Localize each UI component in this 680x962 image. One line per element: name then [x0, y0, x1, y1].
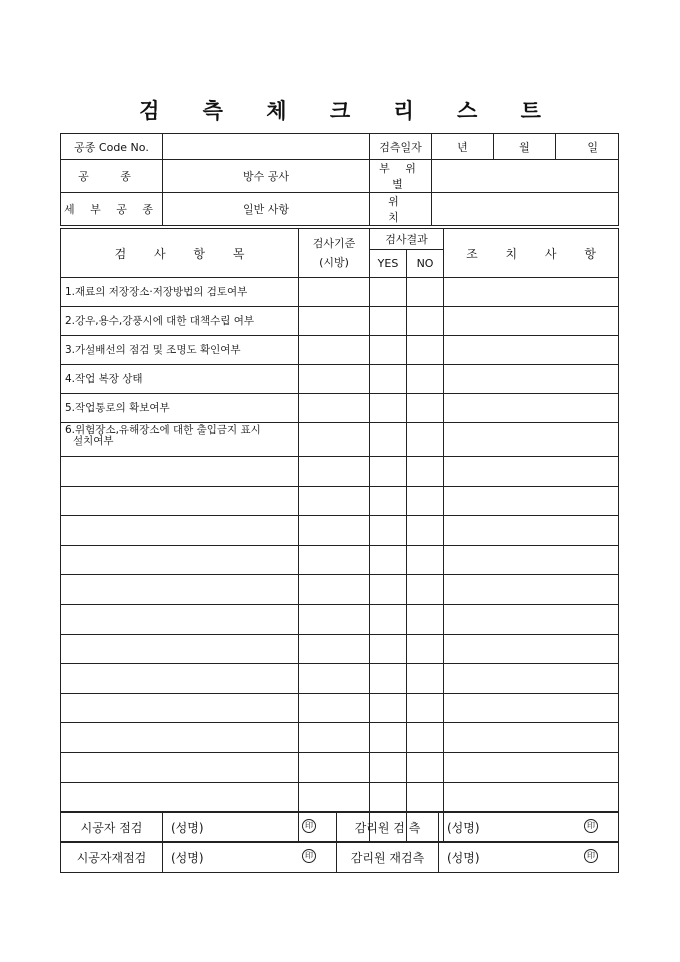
- work-label: 공 종: [61, 160, 163, 193]
- standard-cell[interactable]: [299, 723, 370, 753]
- seal-icon: 印: [584, 819, 598, 833]
- seal-icon: 印: [302, 819, 316, 833]
- action-cell[interactable]: [444, 693, 619, 723]
- contractor-recheck-sign[interactable]: [163, 843, 337, 873]
- code-value-field[interactable]: [163, 134, 370, 160]
- yes-cell[interactable]: [370, 457, 407, 487]
- table-row: [61, 545, 619, 575]
- no-cell[interactable]: [407, 336, 444, 365]
- table-row: [61, 457, 619, 487]
- check-item-2: 2.강우,용수,강풍시에 대한 대책수립 여부: [61, 307, 299, 336]
- contractor-check-label: 시공자 점검: [61, 813, 163, 843]
- col-action-header: 조 치 사 항: [444, 229, 619, 278]
- yes-cell[interactable]: [370, 516, 407, 546]
- no-cell[interactable]: [407, 575, 444, 605]
- yes-cell[interactable]: [370, 575, 407, 605]
- yes-cell[interactable]: [370, 365, 407, 394]
- action-cell[interactable]: [444, 457, 619, 487]
- standard-cell[interactable]: [299, 575, 370, 605]
- standard-cell[interactable]: [299, 278, 370, 307]
- col-item-header: 검 사 항 목: [61, 229, 299, 278]
- no-cell[interactable]: [407, 782, 444, 812]
- action-cell[interactable]: [444, 278, 619, 307]
- no-cell[interactable]: [407, 423, 444, 457]
- col-standard-line2: (시방): [319, 256, 349, 269]
- check-item-6: [61, 423, 299, 457]
- page-title: 검 측 체 크 리 스 트: [139, 98, 559, 123]
- table-row: [61, 394, 619, 423]
- table-row: [61, 423, 619, 457]
- no-cell[interactable]: [407, 604, 444, 634]
- contractor-check-sign[interactable]: [163, 813, 337, 843]
- standard-cell[interactable]: [299, 693, 370, 723]
- action-cell[interactable]: [444, 723, 619, 753]
- check-item-3: 3.가설배선의 점검 및 조명도 확인여부: [61, 336, 299, 365]
- yes-cell[interactable]: [370, 307, 407, 336]
- yes-cell[interactable]: [370, 723, 407, 753]
- standard-cell[interactable]: [299, 516, 370, 546]
- item-cell[interactable]: [61, 457, 299, 487]
- standard-cell[interactable]: [299, 604, 370, 634]
- table-row: [61, 664, 619, 694]
- table-row: [61, 307, 619, 336]
- standard-cell[interactable]: [299, 394, 370, 423]
- standard-cell[interactable]: [299, 486, 370, 516]
- contractor-recheck-label: 시공자재점검: [61, 843, 163, 873]
- table-row: [61, 575, 619, 605]
- item-cell[interactable]: [61, 782, 299, 812]
- standard-cell[interactable]: [299, 365, 370, 394]
- standard-cell[interactable]: [299, 752, 370, 782]
- action-cell[interactable]: [444, 545, 619, 575]
- table-row: [61, 365, 619, 394]
- part-label: 부 위 별: [370, 160, 432, 193]
- no-cell[interactable]: [407, 307, 444, 336]
- action-cell[interactable]: [444, 394, 619, 423]
- yes-cell[interactable]: [370, 486, 407, 516]
- action-cell[interactable]: [444, 664, 619, 694]
- action-cell[interactable]: [444, 486, 619, 516]
- sign-name-label: (성명): [171, 851, 204, 865]
- date-label: 검측일자: [370, 134, 432, 160]
- action-cell[interactable]: [444, 782, 619, 812]
- action-cell[interactable]: [444, 307, 619, 336]
- action-cell[interactable]: [444, 604, 619, 634]
- standard-cell[interactable]: [299, 336, 370, 365]
- standard-cell[interactable]: [299, 545, 370, 575]
- standard-cell[interactable]: [299, 782, 370, 812]
- item-cell[interactable]: [61, 693, 299, 723]
- yes-cell[interactable]: [370, 693, 407, 723]
- check-item-4: 4.작업 복장 상태: [61, 365, 299, 394]
- table-row: [61, 336, 619, 365]
- yes-cell[interactable]: [370, 782, 407, 812]
- col-yes-header: YES: [370, 250, 407, 278]
- table-row: [61, 782, 619, 812]
- yes-cell[interactable]: [370, 394, 407, 423]
- no-cell[interactable]: [407, 693, 444, 723]
- item-cell[interactable]: [61, 486, 299, 516]
- sign-name-label: (성명): [447, 851, 480, 865]
- sign-name-label: (성명): [171, 821, 204, 835]
- check-item-6-line1: 6.위험장소,유해장소에 대한 출입금지 표시: [65, 424, 261, 436]
- table-row: [61, 723, 619, 753]
- table-row: [61, 752, 619, 782]
- item-cell[interactable]: [61, 752, 299, 782]
- work-value-field[interactable]: 방수 공사: [163, 160, 370, 193]
- date-month[interactable]: 월: [494, 134, 556, 160]
- supervisor-check-sign[interactable]: [439, 813, 619, 843]
- table-row: [61, 486, 619, 516]
- standard-cell[interactable]: [299, 664, 370, 694]
- item-cell[interactable]: [61, 634, 299, 664]
- action-cell[interactable]: [444, 336, 619, 365]
- check-item-1: 1.재료의 저장장소·저장방법의 검토여부: [61, 278, 299, 307]
- location-value-field[interactable]: [432, 193, 619, 226]
- code-label: 공종 Code No.: [61, 134, 163, 160]
- col-result-header: 검사결과: [370, 229, 444, 250]
- date-year[interactable]: 년: [432, 134, 494, 160]
- check-item-6-line2: 설치여부: [73, 435, 114, 447]
- item-cell[interactable]: [61, 575, 299, 605]
- item-cell[interactable]: [61, 545, 299, 575]
- yes-cell[interactable]: [370, 278, 407, 307]
- header-table: [60, 133, 619, 226]
- yes-cell[interactable]: [370, 664, 407, 694]
- action-cell[interactable]: [444, 752, 619, 782]
- item-cell[interactable]: [61, 516, 299, 546]
- standard-cell[interactable]: [299, 307, 370, 336]
- table-row: [61, 604, 619, 634]
- no-cell[interactable]: [407, 545, 444, 575]
- yes-cell[interactable]: [370, 336, 407, 365]
- table-row: [61, 516, 619, 546]
- seal-icon: 印: [584, 849, 598, 863]
- item-cell[interactable]: [61, 723, 299, 753]
- table-row: [61, 278, 619, 307]
- action-cell[interactable]: [444, 365, 619, 394]
- no-cell[interactable]: [407, 664, 444, 694]
- action-cell[interactable]: [444, 634, 619, 664]
- table-row: [61, 693, 619, 723]
- signature-table: [60, 812, 619, 873]
- supervisor-recheck-sign[interactable]: [439, 843, 619, 873]
- no-cell[interactable]: [407, 486, 444, 516]
- standard-cell[interactable]: [299, 423, 370, 457]
- check-item-5: 5.작업통로의 확보여부: [61, 394, 299, 423]
- yes-cell[interactable]: [370, 545, 407, 575]
- no-cell[interactable]: [407, 365, 444, 394]
- detail-value-field[interactable]: 일반 사항: [163, 193, 370, 226]
- supervisor-check-label: 감리원 검 측: [337, 813, 439, 843]
- action-cell[interactable]: [444, 423, 619, 457]
- yes-cell[interactable]: [370, 423, 407, 457]
- location-label: 위 치: [370, 193, 432, 226]
- col-no-header: NO: [407, 250, 444, 278]
- seal-icon: 印: [302, 849, 316, 863]
- yes-cell[interactable]: [370, 634, 407, 664]
- part-value-field[interactable]: [432, 160, 619, 193]
- supervisor-recheck-label: 감리원 재검측: [337, 843, 439, 873]
- no-cell[interactable]: [407, 457, 444, 487]
- standard-cell[interactable]: [299, 634, 370, 664]
- yes-cell[interactable]: [370, 752, 407, 782]
- no-cell[interactable]: [407, 634, 444, 664]
- detail-label: 세 부 공 종: [61, 193, 163, 226]
- standard-cell[interactable]: [299, 457, 370, 487]
- no-cell[interactable]: [407, 516, 444, 546]
- no-cell[interactable]: [407, 394, 444, 423]
- action-cell[interactable]: [444, 516, 619, 546]
- no-cell[interactable]: [407, 752, 444, 782]
- sign-name-label: (성명): [447, 821, 480, 835]
- checklist-table: [60, 228, 619, 842]
- yes-cell[interactable]: [370, 604, 407, 634]
- col-standard-line1: 검사기준: [312, 237, 356, 250]
- action-cell[interactable]: [444, 575, 619, 605]
- item-cell[interactable]: [61, 664, 299, 694]
- table-row: [61, 634, 619, 664]
- date-day[interactable]: 일: [556, 134, 619, 160]
- item-cell[interactable]: [61, 604, 299, 634]
- col-standard-header: [299, 229, 370, 278]
- no-cell[interactable]: [407, 278, 444, 307]
- no-cell[interactable]: [407, 723, 444, 753]
